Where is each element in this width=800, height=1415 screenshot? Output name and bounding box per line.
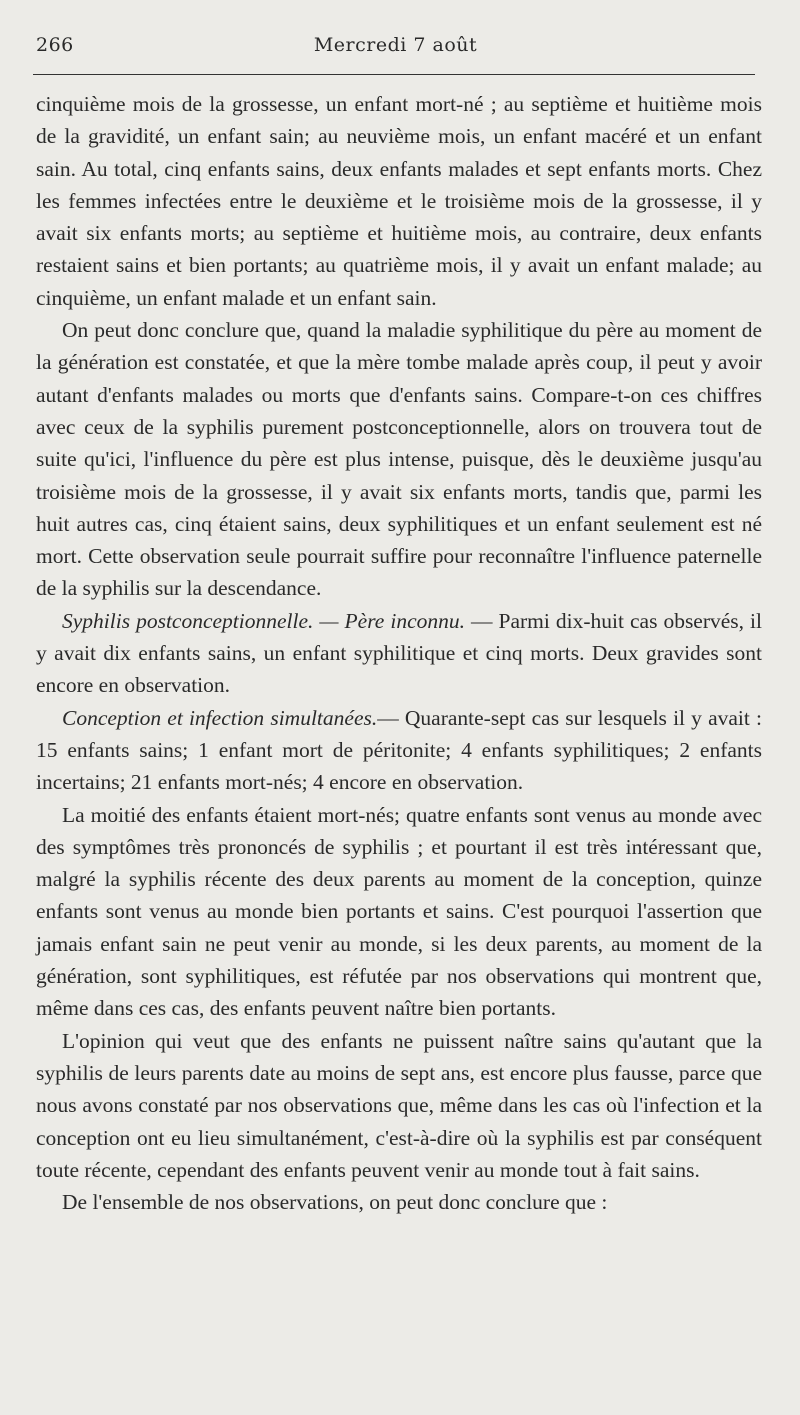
running-title: Mercredi 7 août [313,34,478,56]
paragraph-simultaneous [36,702,762,799]
paragraph-father-unknown [36,605,762,702]
paragraph-conclusion-father: On peut donc conclure que, quand la maladie syphilitique du père au moment de la génération est constatée, et que la mère tombe malade après coup, il peut y avoir autant d'enfants malades ou morts que d'enfants sains. Compare-t-on ces chiffres avec ceux de la syphilis purement postconceptionnelle, alors on trouvera tout de suite qu'ici, l'influence du père est plus intense, puisque, dès le deuxième jusqu'au troisième mois de la grossesse, il y avait six enfants morts, tandis que, parmi les huit autres cas, cinq étaient sains, deux syphilitiques et un enfant seulement est né mort. Cette observation seule pourrait suffire pour reconnaître l'influence paternelle de la syphilis sur la descendance. [36,318,762,601]
section-heading-simultaneous: Conception et infection simultanées. [62,705,378,730]
section-heading-father-unknown: Syphilis postconceptionnelle. — Père inconnu. [62,608,465,633]
paragraph-seven-years: L'opinion qui veut que des enfants ne puissent naître sains qu'autant que la syphilis de leurs parents date au moins de sept ans, est encore plus fausse, parce que nous avons constaté par nos observations que, même dans les cas où l'infection et la conception ont eu lieu simultanément, c'est-à-dire où la syphilis est par conséquent toute récente, cependant des enfants peuvent venir au monde tout à fait sains. [36,1028,762,1182]
paragraph-final-conclusion: De l'ensemble de nos observations, on peut donc conclure que : [62,1190,608,1215]
paragraph-half-stillborn: La moitié des enfants étaient mort-nés; quatre enfants sont venus au monde avec des symptômes très prononcés de syphilis ; et pourtant il est très intéressant que, malgré la syphilis récente des deux parents au moment de la conception, quinze enfants sont venus au monde bien portants et sains. C'est pourquoi l'assertion que jamais enfant sain ne peut venir au monde, si les deux parents, au moment de la génération, sont syphilitiques, est réfutée par nos observations qui montrent que, même dans ces cas, des enfants peuvent naître bien portants. [36,802,762,1021]
running-head [36,30,755,60]
page-number: 266 [36,34,74,56]
body-text [36,88,762,1218]
header-rule [33,74,755,75]
paragraph-continuation: cinquième mois de la grossesse, un enfant mort-né ; au septième et huitième mois de la gravidité, un enfant sain; au neuvième mois, un enfant macéré et un enfant sain. Au total, cinq enfants sains, deux enfants malades et sept enfants morts. Chez les femmes infectées entre le deuxième et le troisième mois de la grossesse, il y avait six enfants morts; au septième et huitième mois, au contraire, deux enfants restaient sains et bien portants; au quatrième mois, il y avait un enfant malade; au cinquième, un enfant malade et un enfant sain. [36,92,762,310]
paragraph-simultaneous-text: — Quarante-sept cas sur lesquels il y avait : 15 enfants sains; 1 enfant mort de péritonite; 4 enfants syphilitiques; 2 enfants incertains; 21 enfants mort-nés; 4 encore en observation. [36,705,763,795]
paragraph-father-unknown-text: — Parmi dix-huit cas observés, il y avait dix enfants sains, un enfant syphilitique et cinq morts. Deux gravides sont encore en observation. [36,608,763,698]
